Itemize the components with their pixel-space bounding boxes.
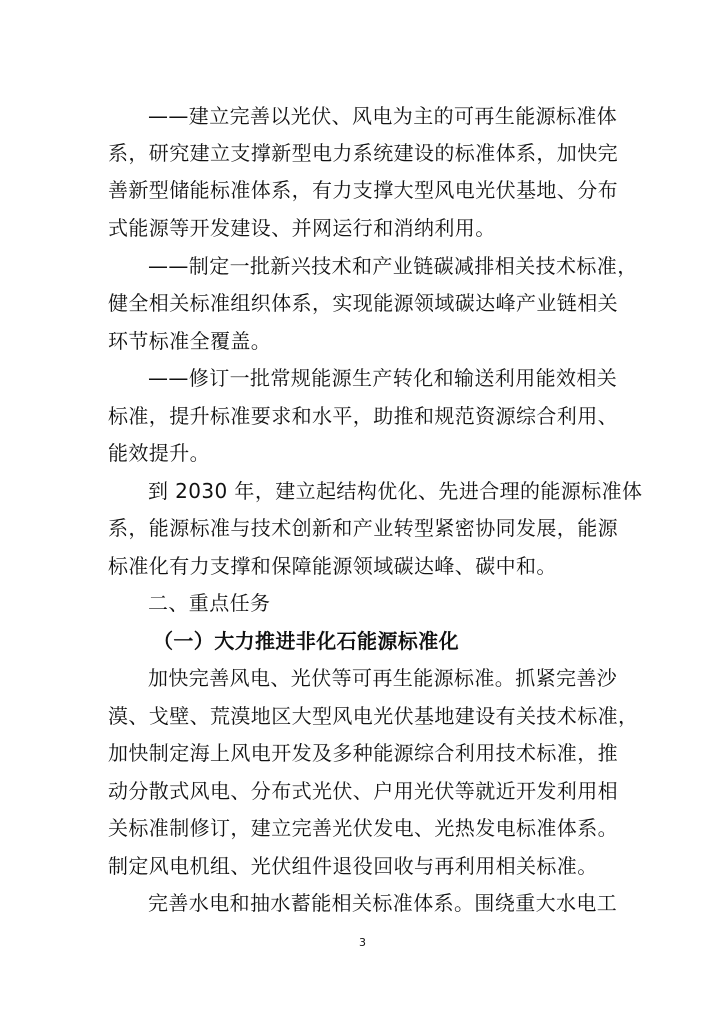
paragraph-line: 标准化有力支撑和保障能源领域碳达峰、碳中和。 bbox=[108, 554, 557, 578]
paragraph-line: ——制定一批新兴技术和产业链碳减排相关技术标准， bbox=[148, 254, 638, 278]
paragraph-line: 加快制定海上风电开发及多种能源综合利用技术标准，推 bbox=[108, 741, 618, 765]
paragraph-line: 完善水电和抽水蓄能相关标准体系。围绕重大水电工 bbox=[148, 891, 618, 915]
paragraph-line: 关标准制修订，建立完善光伏发电、光热发电标准体系。 bbox=[108, 816, 618, 840]
paragraph-line: ——修订一批常规能源生产转化和输送利用能效相关 bbox=[148, 366, 618, 390]
paragraph-line: 标准，提升标准要求和水平，助推和规范资源综合利用、 bbox=[108, 404, 618, 428]
subsection-heading: （一）大力推进非化石能源标准化 bbox=[153, 629, 459, 653]
paragraph-line: 动分散式风电、分布式光伏、户用光伏等就近开发利用相 bbox=[108, 779, 618, 803]
paragraph-line: 系，能源标准与技术创新和产业转型紧密协同发展，能源 bbox=[108, 516, 618, 540]
paragraph-line: 式能源等开发建设、并网运行和消纳利用。 bbox=[108, 216, 496, 240]
paragraph-line: 制定风电机组、光伏组件退役回收与再利用相关标准。 bbox=[108, 854, 598, 878]
section-heading: 二、重点任务 bbox=[148, 591, 271, 615]
paragraph-line: 环节标准全覆盖。 bbox=[108, 329, 272, 353]
page-number: 3 bbox=[359, 936, 366, 949]
paragraph-line: 到 2030 年，建立起结构优化、先进合理的能源标准体 bbox=[148, 479, 643, 503]
paragraph-line: 健全相关标准组织体系，实现能源领域碳达峰产业链相关 bbox=[108, 291, 618, 315]
paragraph-line: 能效提升。 bbox=[108, 441, 210, 465]
paragraph-line: 加快完善风电、光伏等可再生能源标准。抓紧完善沙 bbox=[148, 666, 618, 690]
paragraph-line: ——建立完善以光伏、风电为主的可再生能源标准体 bbox=[148, 104, 618, 128]
paragraph-line: 系，研究建立支撑新型电力系统建设的标准体系，加快完 bbox=[108, 141, 618, 165]
paragraph-line: 漠、戈壁、荒漠地区大型风电光伏基地建设有关技术标准， bbox=[108, 704, 639, 728]
paragraph-line: 善新型储能标准体系，有力支撑大型风电光伏基地、分布 bbox=[108, 178, 618, 202]
